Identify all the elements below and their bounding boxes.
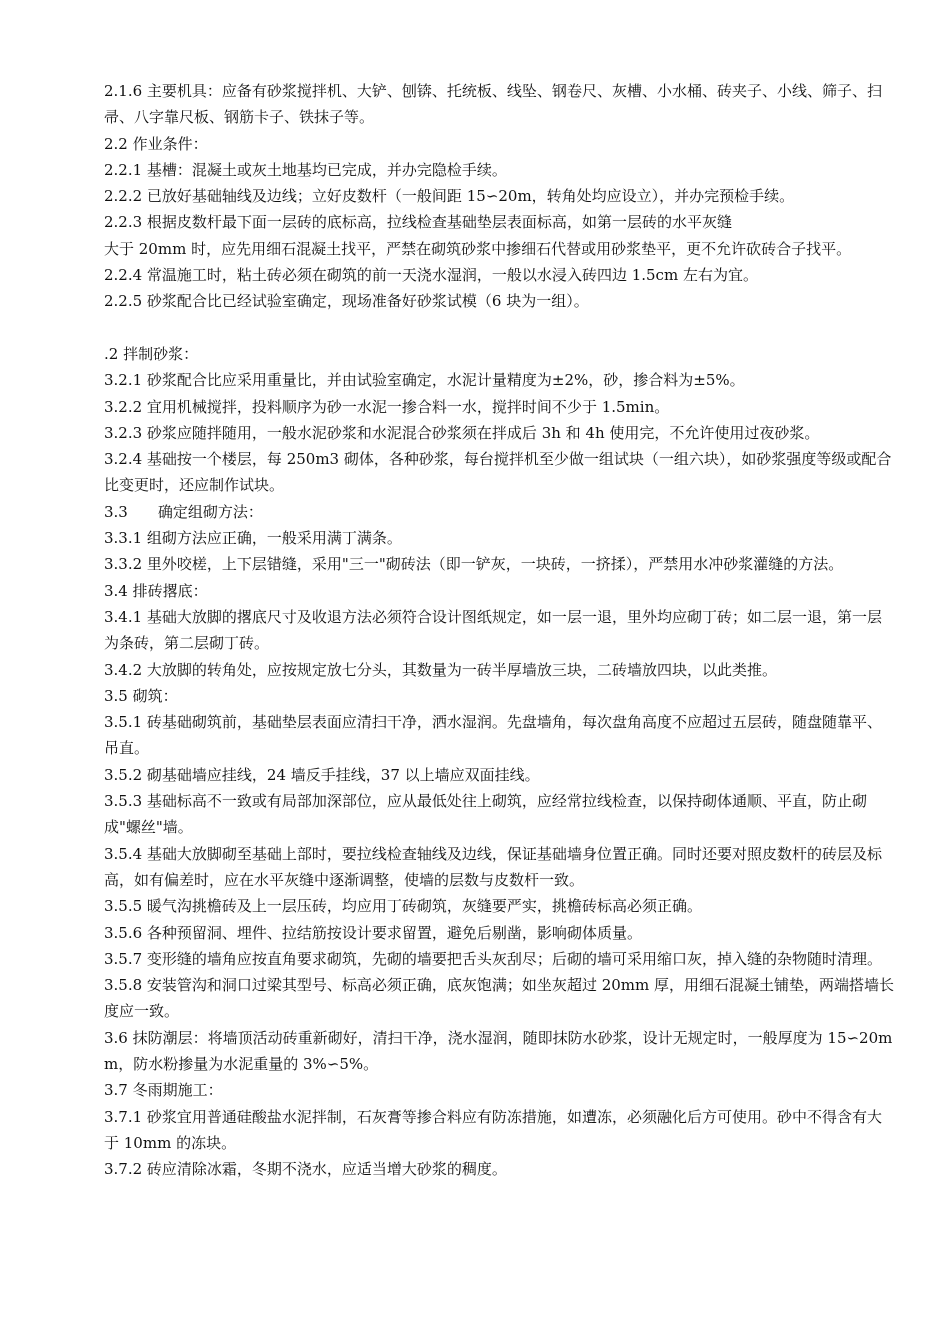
heading-3-7: 3.7 冬雨期施工：: [104, 1081, 223, 1100]
paragraph-2-2-1: 2.2.1 基槽：混凝土或灰土地基均已完成，并办完隐检手续。: [104, 160, 507, 179]
paragraph-2-2-2: 2.2.2 已放好基础轴线及边线；立好皮数杆（一般间距 15∽20m，转角处均应设立），并办完预检手续。: [104, 187, 795, 206]
blank-line: [104, 315, 894, 341]
paragraph-3-2-1: 3.2.1 砂浆配合比应采用重量比，并由试验室确定，水泥计量精度为±2%，砂，掺合料为±5%。: [104, 371, 745, 390]
paragraph-3-5-1: 3.5.1 砖基础砌筑前，基础垫层表面应清扫干净，洒水湿润。先盘墙角，每次盘角高度不应超过五层砖，随盘随靠平、吊直。: [104, 713, 882, 758]
paragraph-3-4-2: 3.4.2 大放脚的转角处，应按规定放七分头，其数量为一砖半厚墙放三块，二砖墙放四块，以此类推。: [104, 660, 777, 679]
paragraph-3-5-2: 3.5.2 砌基础墙应挂线，24 墙反手挂线，37 以上墙应双面挂线。: [104, 765, 540, 784]
paragraph-3-5-3: 3.5.3 基础标高不一致或有局部加深部位，应从最低处往上砌筑，应经常拉线检查，以保持砌体通顺、平直，防止砌成"螺丝"墙。: [104, 792, 867, 837]
paragraph-3-2-4: 3.2.4 基础按一个楼层，每 250m3 砌体，各种砂浆，每台搅拌机至少做一组试块（一组六块），如砂浆强度等级或配合比变更时，还应制作试块。: [104, 450, 892, 495]
heading-3-5: 3.5 砌筑：: [104, 686, 178, 705]
paragraph-3-5-8: 3.5.8 安装管沟和洞口过梁其型号、标高必须正确，底灰饱满；如坐灰超过 20mm 厚，用细石混凝土铺垫，两端搭墙长度应一致。: [104, 976, 895, 1021]
paragraph-2-2-4: 2.2.4 常温施工时，粘土砖必须在砌筑的前一天浇水湿润，一般以水浸入砖四边 1.5cm 左右为宜。: [104, 266, 758, 285]
paragraph-3-6: 3.6 抹防潮层：将墙顶活动砖重新砌好，清扫干净，浇水湿润，随即抹防水砂浆，设计无规定时，一般厚度为 15∽20mm，防水粉掺量为水泥重量的 3%∽5%。: [104, 1028, 893, 1073]
paragraph-2-2-3-cont: 大于 20mm 时，应先用细石混凝土找平，严禁在砌筑砂浆中掺细石代替或用砂浆垫平，更不允许砍砖合子找平。: [104, 239, 852, 258]
paragraph-3-3-2: 3.3.2 里外咬槎，上下层错缝，采用"三一"砌砖法（即一铲灰，一块砖，一挤揉），严禁用水冲砂浆灌缝的方法。: [104, 555, 844, 574]
paragraph-3-7-1: 3.7.1 砂浆宜用普通硅酸盐水泥拌制，石灰膏等掺合料应有防冻措施，如遭冻，必须融化后方可使用。砂中不得含有大于 10mm 的冻块。: [104, 1107, 882, 1152]
paragraph-3-5-4: 3.5.4 基础大放脚砌至基础上部时，要拉线检查轴线及边线，保证基础墙身位置正确。同时还要对照皮数杆的砖层及标高，如有偏差时，应在水平灰缝中逐渐调整，使墙的层数与皮数杆一致。: [104, 844, 882, 889]
paragraph-3-4-1: 3.4.1 基础大放脚的撂底尺寸及收退方法必须符合设计图纸规定，如一层一退，里外均应砌丁砖；如二层一退，第一层为条砖，第二层砌丁砖。: [104, 607, 882, 653]
heading-3-2: .2 拌制砂浆：: [104, 344, 199, 363]
paragraph-2-2-5: 2.2.5 砂浆配合比已经试验室确定，现场准备好砂浆试模（6 块为一组）。: [104, 292, 589, 311]
paragraph-3-5-7: 3.5.7 变形缝的墙角应按直角要求砌筑，先砌的墙要把舌头灰刮尽；后砌的墙可采用缩口灰，掉入缝的杂物随时清理。: [104, 949, 882, 968]
paragraph-3-5-5: 3.5.5 暖气沟挑檐砖及上一层压砖，均应用丁砖砌筑，灰缝要严实，挑檐砖标高必须正确。: [104, 897, 702, 916]
paragraph-3-7-2: 3.7.2 砖应清除冰霜，冬期不浇水，应适当增大砂浆的稠度。: [104, 1160, 507, 1179]
paragraph-3-3-1: 3.3.1 组砌方法应正确，一般采用满丁满条。: [104, 529, 402, 548]
paragraph-3-2-3: 3.2.3 砂浆应随拌随用，一般水泥砂浆和水泥混合砂浆须在拌成后 3h 和 4h 使用完，不允许使用过夜砂浆。: [104, 423, 820, 442]
paragraph-2-2-3: 2.2.3 根据皮数杆最下面一层砖的底标高，拉线检查基础垫层表面标高，如第一层砖的水平灰缝: [104, 213, 732, 232]
heading-3-3: 3.3 确定组砌方法：: [104, 502, 263, 521]
document-body: [104, 78, 894, 1182]
heading-3-4: 3.4 排砖撂底：: [104, 581, 208, 600]
heading-2-2: 2.2 作业条件：: [104, 134, 208, 153]
paragraph-3-2-2: 3.2.2 宜用机械搅拌，投料顺序为砂一水泥一掺合料一水，搅拌时间不少于 1.5min。: [104, 397, 670, 416]
paragraph-2-1-6: 2.1.6 主要机具：应备有砂浆搅拌机、大铲、刨锛、托统板、线坠、钢卷尺、灰槽、小水桶、砖夹子、小线、筛子、扫帚、八字靠尺板、钢筋卡子、铁抹子等。: [104, 82, 882, 127]
paragraph-3-5-6: 3.5.6 各种预留洞、埋件、拉结筋按设计要求留置，避免后剔凿，影响砌体质量。: [104, 923, 642, 942]
